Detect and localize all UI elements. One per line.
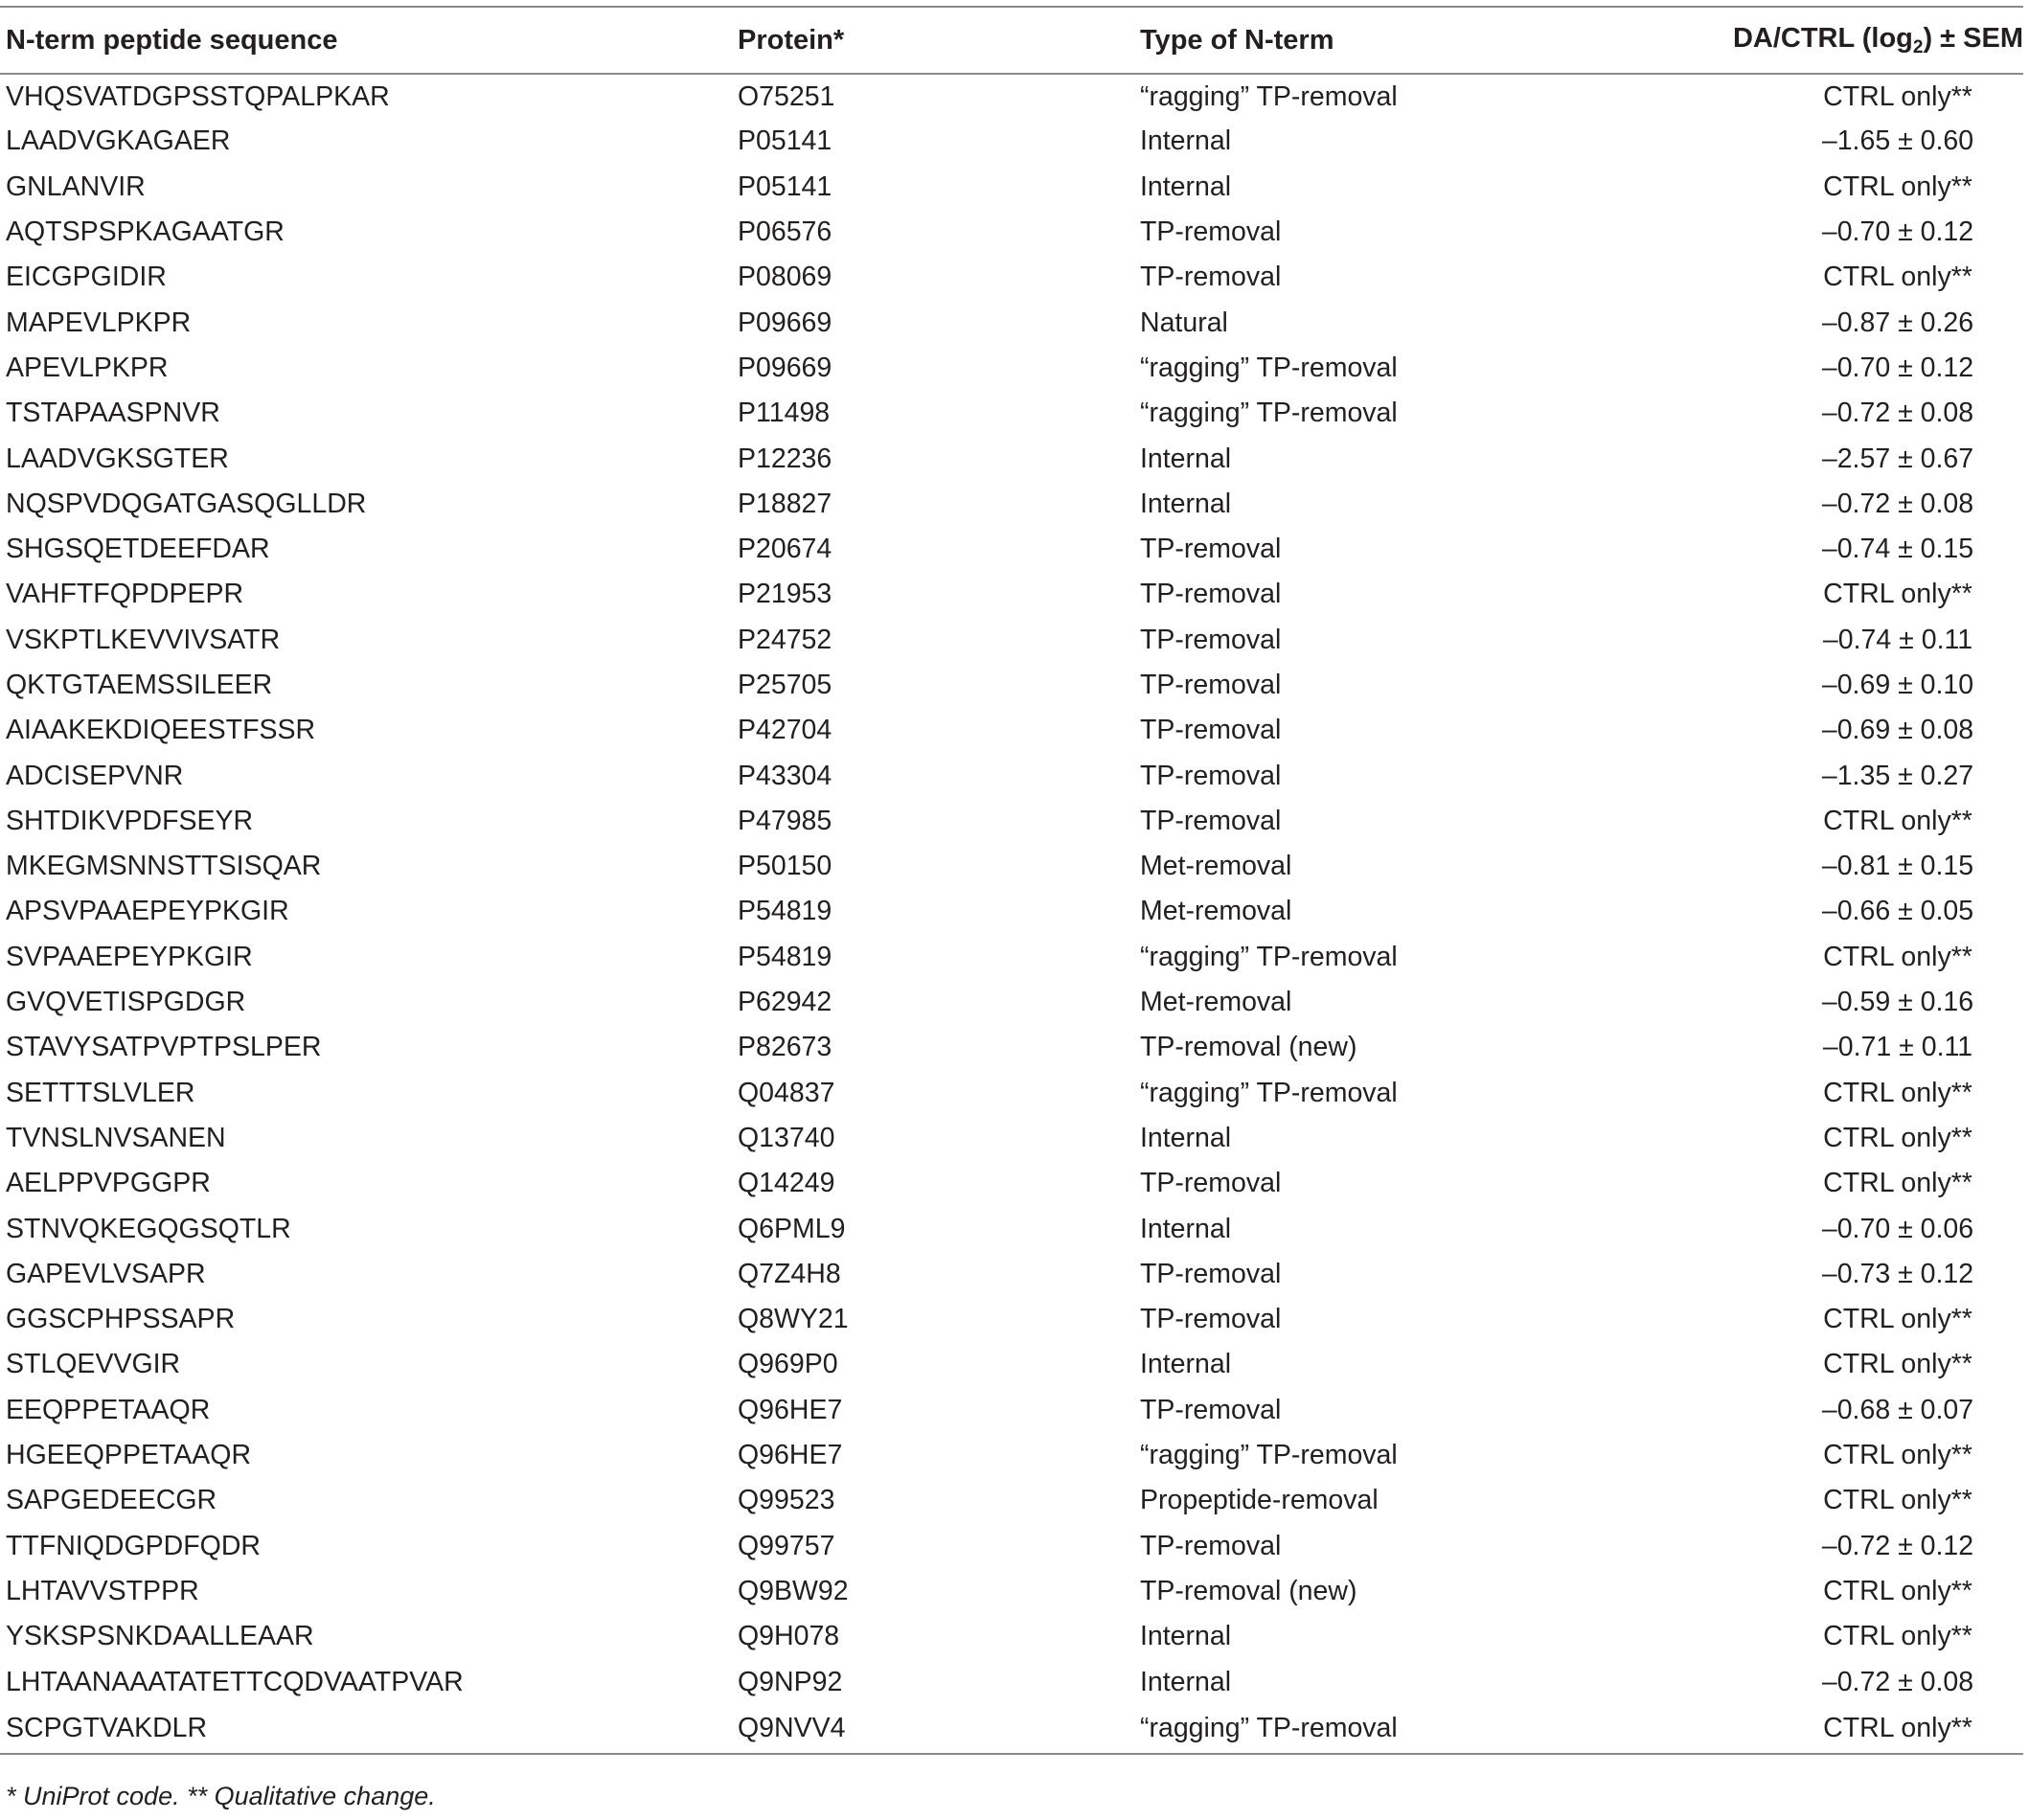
header-row <box>0 7 2023 74</box>
cell-ratio: CTRL only** <box>1823 1304 1972 1335</box>
cell-protein: P54819 <box>738 941 832 972</box>
cell-ratio: –0.72 ± 0.08 <box>1821 1666 1974 1697</box>
cell-protein: Q7Z4H8 <box>738 1258 841 1289</box>
cell-type: “ragging” TP-removal <box>1140 80 1398 112</box>
cell-ratio: CTRL only** <box>1823 1122 1972 1153</box>
cell-sequence: TSTAPAASPNVR <box>6 398 220 429</box>
cell-protein: P82673 <box>738 1032 832 1063</box>
cell-ratio: –1.35 ± 0.27 <box>1821 760 1974 791</box>
cell-type: Natural <box>1140 307 1228 338</box>
cell-ratio: –0.59 ± 0.16 <box>1821 987 1974 1018</box>
cell-type: TP-removal <box>1140 760 1282 791</box>
table-row <box>0 1388 2023 1433</box>
cell-type: Internal <box>1140 488 1232 519</box>
cell-protein: P25705 <box>738 670 832 700</box>
header-type: Type of N-term <box>1140 7 1638 74</box>
cell-ratio: CTRL only** <box>1823 805 1972 836</box>
cell-protein: Q13740 <box>738 1122 835 1153</box>
cell-ratio: CTRL only** <box>1823 1168 1972 1199</box>
cell-sequence: ADCISEPVNR <box>6 760 184 791</box>
cell-sequence: STNVQKEGQGSQTLR <box>6 1213 291 1244</box>
cell-type: TP-removal <box>1140 216 1282 248</box>
table-row <box>0 527 2023 572</box>
cell-type: TP-removal <box>1140 1168 1282 1199</box>
cell-sequence: GAPEVLVSAPR <box>6 1258 206 1289</box>
cell-ratio: CTRL only** <box>1823 80 1972 112</box>
cell-sequence: EEQPPETAAQR <box>6 1394 211 1425</box>
cell-protein: P54819 <box>738 896 832 927</box>
cell-type: TP-removal <box>1140 805 1282 836</box>
cell-ratio: CTRL only** <box>1823 941 1972 972</box>
table-row <box>0 74 2023 119</box>
cell-protein: P08069 <box>738 262 832 293</box>
cell-protein: P05141 <box>738 171 832 202</box>
cell-ratio: CTRL only** <box>1823 262 1972 293</box>
cell-protein: P20674 <box>738 534 832 565</box>
cell-protein: Q96HE7 <box>738 1440 843 1471</box>
table-row <box>0 391 2023 436</box>
table-row <box>0 346 2023 391</box>
cell-sequence: APSVPAAEPEYPKGIR <box>6 896 289 927</box>
cell-protein: Q9NVV4 <box>718 1705 1140 1754</box>
cell-sequence: VAHFTFQPDPEPR <box>6 579 244 610</box>
table-row <box>0 1433 2023 1478</box>
table-row <box>0 1297 2023 1342</box>
cell-protein: Q6PML9 <box>738 1213 846 1244</box>
table-row <box>0 1116 2023 1161</box>
cell-sequence: LAADVGKSGTER <box>6 443 229 474</box>
cell-protein: P43304 <box>738 760 832 791</box>
cell-sequence: YSKSPSNKDAALLEAAR <box>6 1621 314 1652</box>
cell-protein: Q04837 <box>738 1077 835 1108</box>
cell-type: Internal <box>1140 171 1232 202</box>
cell-protein: Q96HE7 <box>738 1394 843 1425</box>
cell-ratio: CTRL only** <box>1823 1485 1972 1516</box>
table-row <box>0 1161 2023 1206</box>
cell-protein: P50150 <box>738 851 832 882</box>
table-row <box>0 663 2023 708</box>
table-body <box>0 74 2023 1754</box>
cell-ratio: –0.70 ± 0.12 <box>1821 352 1974 383</box>
peptide-table <box>0 6 2023 1755</box>
cell-type: “ragging” TP-removal <box>1140 398 1398 429</box>
cell-type: Internal <box>1140 1666 1232 1697</box>
table-row <box>0 1659 2023 1704</box>
cell-sequence: STLQEVVGIR <box>6 1349 181 1380</box>
cell-sequence: VHQSVATDGPSSTQPALPKAR <box>6 80 390 112</box>
cell-type: Internal <box>1140 1122 1232 1153</box>
cell-ratio: –0.70 ± 0.12 <box>1821 216 1974 248</box>
cell-type: “ragging” TP-removal <box>1140 1077 1398 1108</box>
cell-type: Met-removal <box>1140 896 1292 927</box>
cell-protein: Q8WY21 <box>738 1304 849 1335</box>
cell-protein: Q14249 <box>738 1168 835 1199</box>
table-row <box>0 165 2023 210</box>
cell-protein: O75251 <box>738 80 835 112</box>
header-sequence: N-term peptide sequence <box>0 7 718 74</box>
cell-sequence: GGSCPHPSSAPR <box>6 1304 236 1335</box>
cell-protein: P47985 <box>738 805 832 836</box>
cell-sequence: TVNSLNVSANEN <box>6 1122 226 1153</box>
table-row <box>0 935 2023 980</box>
cell-sequence: STAVYSATPVPTPSLPER <box>6 1032 322 1063</box>
cell-ratio: CTRL only** <box>1823 579 1972 610</box>
table-header <box>0 7 2023 74</box>
cell-type: TP-removal (new) <box>1140 1032 1357 1063</box>
cell-sequence: AELPPVPGGPR <box>6 1168 211 1199</box>
cell-sequence: LAADVGKAGAER <box>6 125 231 157</box>
cell-protein: Q99757 <box>738 1530 835 1561</box>
cell-ratio: –0.69 ± 0.10 <box>1821 670 1974 700</box>
cell-sequence: MAPEVLPKPR <box>6 307 192 338</box>
table-row <box>0 255 2023 300</box>
cell-sequence: SCPGTVAKDLR <box>0 1705 718 1754</box>
cell-sequence: QKTGTAEMSSILEER <box>6 670 273 700</box>
cell-protein: P21953 <box>738 579 832 610</box>
cell-type: TP-removal <box>1140 715 1282 746</box>
cell-ratio: –0.74 ± 0.11 <box>1822 624 1973 655</box>
cell-sequence: AIAAKEKDIQEESTFSSR <box>6 715 316 746</box>
cell-type: Met-removal <box>1140 987 1292 1018</box>
table-row <box>0 1071 2023 1116</box>
table-row <box>0 1025 2023 1070</box>
cell-sequence: NQSPVDQGATGASQGLLDR <box>6 488 367 519</box>
cell-sequence: APEVLPKPR <box>6 352 169 383</box>
cell-sequence: GNLANVIR <box>6 171 146 202</box>
cell-protein: P62942 <box>738 987 832 1018</box>
cell-protein: P06576 <box>738 216 832 248</box>
data-table-container <box>0 6 2029 1755</box>
cell-ratio: –1.65 ± 0.60 <box>1821 125 1974 157</box>
cell-protein: P09669 <box>738 307 832 338</box>
cell-protein: P05141 <box>738 125 832 157</box>
cell-sequence: SVPAAEPEYPKGIR <box>6 941 253 972</box>
cell-type: TP-removal <box>1140 1530 1282 1561</box>
header-protein: Protein* <box>718 7 1140 74</box>
cell-ratio: –0.87 ± 0.26 <box>1821 307 1974 338</box>
cell-protein: P11498 <box>738 398 831 429</box>
cell-protein: P12236 <box>738 443 832 474</box>
table-row <box>0 708 2023 753</box>
cell-protein: Q969P0 <box>738 1349 838 1380</box>
table-row <box>0 436 2023 481</box>
header-ratio-main: DA/CTRL (log <box>1732 22 1913 54</box>
table-row <box>0 300 2023 345</box>
header-ratio <box>1638 7 2023 74</box>
cell-sequence: TTFNIQDGPDFQDR <box>6 1530 261 1561</box>
table-row <box>0 482 2023 527</box>
cell-sequence: VSKPTLKEVVIVSATR <box>6 624 281 655</box>
cell-ratio: –0.72 ± 0.08 <box>1821 488 1974 519</box>
cell-protein: Q99523 <box>738 1485 835 1516</box>
cell-ratio: CTRL only** <box>1823 1349 1972 1380</box>
table-row <box>0 1524 2023 1569</box>
cell-type: TP-removal <box>1140 579 1282 610</box>
cell-ratio: –0.66 ± 0.05 <box>1821 896 1974 927</box>
table-row <box>0 753 2023 798</box>
cell-ratio: –0.73 ± 0.12 <box>1821 1258 1974 1289</box>
table-row <box>0 889 2023 934</box>
cell-type: “ragging” TP-removal <box>1140 1440 1398 1471</box>
cell-type: Internal <box>1140 125 1232 157</box>
table-row <box>0 119 2023 164</box>
cell-type: Internal <box>1140 1621 1232 1652</box>
cell-type: TP-removal <box>1140 262 1282 293</box>
table-row <box>0 572 2023 617</box>
cell-ratio: –0.68 ± 0.07 <box>1821 1394 1974 1425</box>
cell-type: TP-removal (new) <box>1140 1575 1357 1606</box>
cell-protein: P09669 <box>738 352 832 383</box>
cell-ratio: CTRL only** <box>1823 1440 1972 1471</box>
table-row <box>0 210 2023 255</box>
table-row <box>0 1206 2023 1251</box>
cell-ratio: CTRL only** <box>1823 1621 1972 1652</box>
table-footnote: * UniProt code. ** Qualitative change. <box>6 1782 436 1810</box>
cell-protein: Q9NP92 <box>738 1666 843 1697</box>
table-row <box>0 1252 2023 1297</box>
cell-ratio: CTRL only** <box>1823 1077 1972 1108</box>
table-row <box>0 980 2023 1025</box>
table-row <box>0 799 2023 844</box>
cell-sequence: MKEGMSNNSTTSISQAR <box>6 851 322 882</box>
cell-ratio: –0.72 ± 0.12 <box>1821 1530 1974 1561</box>
table-row <box>0 1705 2023 1754</box>
cell-sequence: AQTSPSPKAGAATGR <box>6 216 285 248</box>
cell-ratio: CTRL only** <box>1823 1575 1972 1606</box>
table-row <box>0 1478 2023 1523</box>
cell-sequence: LHTAANAAATATETTCQDVAATPVAR <box>6 1666 464 1697</box>
table-row <box>0 1614 2023 1659</box>
cell-type: TP-removal <box>1140 1394 1282 1425</box>
cell-sequence: SETTTSLVLER <box>6 1077 195 1108</box>
cell-protein: P18827 <box>738 488 832 519</box>
cell-sequence: SAPGEDEECGR <box>6 1485 217 1516</box>
cell-type: Internal <box>1140 1213 1232 1244</box>
cell-type: Internal <box>1140 1349 1232 1380</box>
table-row <box>0 844 2023 889</box>
cell-type: “ragging” TP-removal <box>1140 1705 1638 1754</box>
cell-protein: Q9BW92 <box>738 1575 849 1606</box>
cell-type: TP-removal <box>1140 1304 1282 1335</box>
table-row <box>0 618 2023 663</box>
cell-protein: Q9H078 <box>738 1621 840 1652</box>
cell-ratio: –0.81 ± 0.15 <box>1821 851 1974 882</box>
cell-sequence: LHTAVVSTPPR <box>6 1575 199 1606</box>
cell-ratio: –2.57 ± 0.67 <box>1821 443 1974 474</box>
header-ratio-sub: 2 <box>1912 36 1924 57</box>
header-ratio-tail: ) ± SEM <box>1923 22 2023 54</box>
cell-ratio: CTRL only** <box>1823 171 1972 202</box>
cell-type: TP-removal <box>1140 624 1282 655</box>
cell-ratio: –0.74 ± 0.15 <box>1821 534 1974 565</box>
cell-sequence: EICGPGIDIR <box>6 262 167 293</box>
cell-type: TP-removal <box>1140 1258 1282 1289</box>
cell-type: Internal <box>1140 443 1232 474</box>
cell-type: Met-removal <box>1140 851 1292 882</box>
cell-type: TP-removal <box>1140 670 1282 700</box>
cell-ratio: –0.70 ± 0.06 <box>1821 1213 1974 1244</box>
cell-sequence: GVQVETISPGDGR <box>6 987 246 1018</box>
table-row <box>0 1342 2023 1387</box>
cell-protein: P42704 <box>738 715 832 746</box>
cell-type: “ragging” TP-removal <box>1140 352 1398 383</box>
cell-ratio: –0.69 ± 0.08 <box>1821 715 1974 746</box>
cell-type: “ragging” TP-removal <box>1140 941 1398 972</box>
cell-sequence: SHTDIKVPDFSEYR <box>6 805 254 836</box>
table-row <box>0 1569 2023 1614</box>
cell-sequence: HGEEQPPETAAQR <box>6 1440 252 1471</box>
cell-ratio: –0.71 ± 0.11 <box>1822 1032 1973 1063</box>
cell-type: TP-removal <box>1140 534 1282 565</box>
cell-ratio: –0.72 ± 0.08 <box>1821 398 1974 429</box>
cell-type: Propeptide-removal <box>1140 1485 1379 1516</box>
cell-ratio: CTRL only** <box>1638 1705 2023 1754</box>
cell-protein: P24752 <box>738 624 832 655</box>
cell-sequence: SHGSQETDEEFDAR <box>6 534 270 565</box>
